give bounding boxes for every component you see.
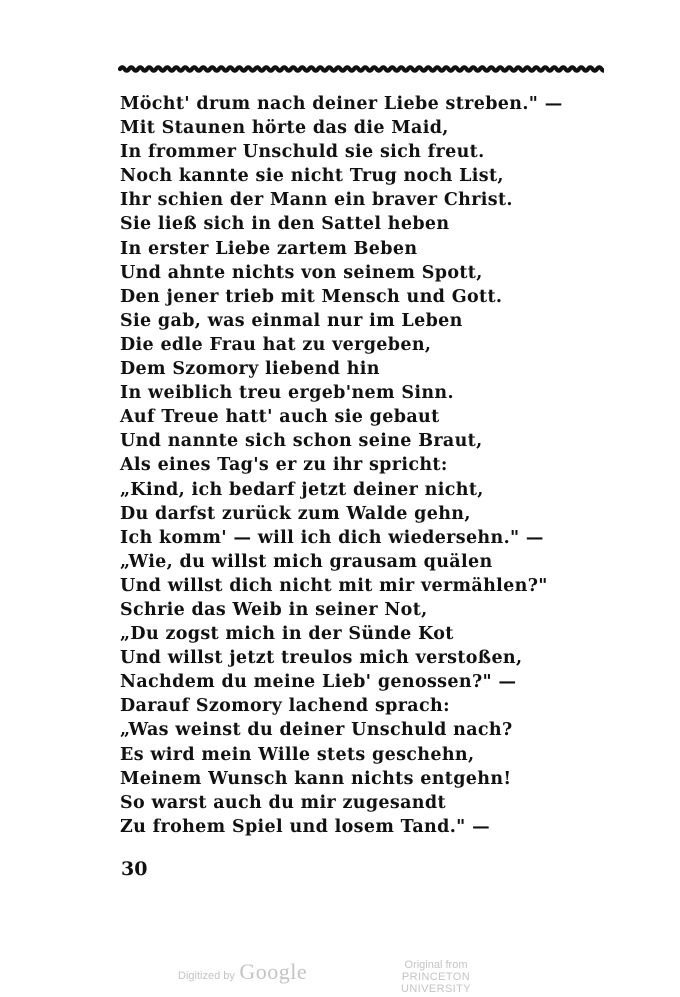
poem-line: Und nannte sich schon seine Braut, — [120, 431, 483, 452]
poem-line: In erster Liebe zartem Beben — [120, 238, 418, 259]
poem-line: Möcht' drum nach deiner Liebe streben." — — [120, 94, 563, 114]
digitized-by-label: Digitized by — [178, 970, 235, 982]
poem-line: Und ahnte nichts von seinem Spott, — [120, 262, 483, 283]
original-from-label: Original from — [404, 959, 468, 971]
poem-line: Ich komm' — will ich dich wiedersehn." — — [120, 527, 544, 548]
poem-line: Auf Treue hatt' auch sie gebaut — [120, 407, 440, 428]
original-from-watermark — [376, 959, 496, 995]
institution-label: PRINCETON UNIVERSITY — [400, 971, 471, 995]
page-number: 30 — [121, 858, 148, 880]
poem-line: Den jener trieb mit Mensch und Gott. — [120, 286, 503, 307]
poem-line: Meinem Wunsch kann nichts entgehn! — [120, 768, 512, 789]
google-wordmark: Google — [239, 959, 308, 984]
poem-line: Und willst dich nicht mit mir vermählen?" — [120, 575, 548, 596]
poem-line: Nachdem du meine Lieb' genossen?" — — [120, 672, 517, 693]
poem-line: In frommer Unschuld sie sich freut. — [120, 142, 485, 163]
decorative-wavy-rule — [118, 62, 604, 76]
poem-line: „Wie, du willst mich grausam quälen — [120, 551, 493, 572]
poem-line: So warst auch du mir zugesandt — [120, 792, 446, 813]
poem-line: In weiblich treu ergeb'nem Sinn. — [120, 383, 454, 404]
poem-line: Und willst jetzt treulos mich verstoßen, — [120, 648, 523, 669]
poem-line: Mit Staunen hörte das die Maid, — [120, 118, 449, 139]
poem-line: Zu frohem Spiel und losem Tand." — — [120, 816, 490, 837]
poem-line: „Kind, ich bedarf jetzt deiner nicht, — [120, 479, 484, 500]
poem-line: Darauf Szomory lachend sprach: — [120, 696, 450, 717]
poem-line: Die edle Frau hat zu vergeben, — [120, 334, 432, 355]
poem-line: Schrie das Weib in seiner Not, — [120, 599, 428, 620]
poem-line: „Du zogst mich in der Sünde Kot — [120, 624, 454, 645]
poem-text — [120, 92, 640, 839]
poem-line: Noch kannte sie nicht Trug noch List, — [120, 166, 504, 187]
poem-line: Dem Szomory liebend hin — [120, 359, 380, 380]
poem-line: Du darfst zurück zum Walde gehn, — [120, 503, 471, 524]
digitized-by-watermark — [178, 959, 307, 985]
poem-line: Als eines Tag's er zu ihr spricht: — [120, 455, 448, 476]
poem-line: „Was weinst du deiner Unschuld nach? — [120, 720, 513, 741]
poem-line: Es wird mein Wille stets geschehn, — [120, 744, 475, 765]
poem-line: Sie ließ sich in den Sattel heben — [120, 214, 450, 235]
poem-line: Ihr schien der Mann ein braver Christ. — [120, 190, 513, 211]
poem-line: Sie gab, was einmal nur im Leben — [120, 310, 463, 331]
